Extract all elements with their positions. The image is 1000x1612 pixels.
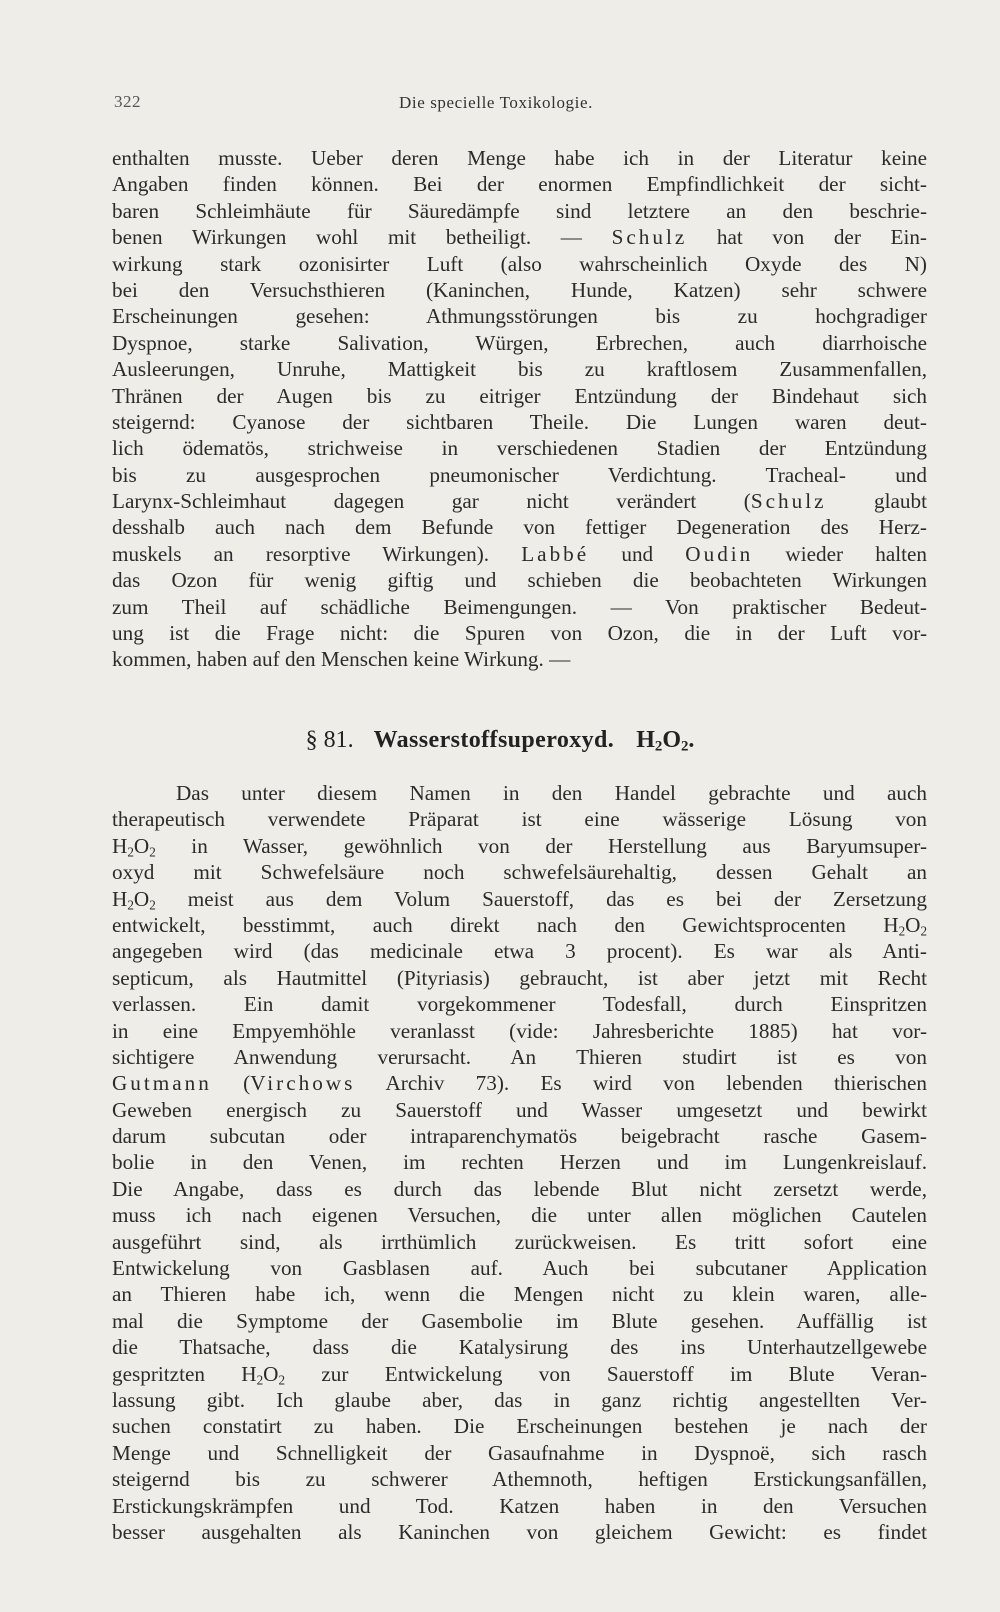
text-line: mal die Symptome der Gasembolie im Blute gesehen. Auffällig ist [112, 1308, 927, 1333]
text-line: desshalb auch nach dem Befunde von fettiger Degeneration des Herz- [112, 515, 927, 540]
text-line: verlassen. Ein damit vorgekommener Todesfall, durch Einspritzen [112, 992, 927, 1017]
page-number: 322 [114, 92, 141, 111]
text-line: Erscheinungen gesehen: Athmungsstörungen bis zu hochgradiger [112, 304, 927, 329]
text-line [112, 1070, 927, 1096]
text-fragment: entwickelt, besstimmt, auch direkt nach den Gewichtsprocenten H [112, 912, 899, 937]
text-line: in eine Empyemhöhle veranlasst (vide: Jahresberichte 1885) hat vor- [112, 1018, 927, 1043]
text-line: Thränen der Augen bis zu eitriger Entzündung der Bindehaut sich [112, 383, 927, 408]
text-fragment: und [589, 541, 686, 566]
text-line: steigernd: Cyanose der sichtbaren Theile. Die Lungen waren deut- [112, 409, 927, 434]
text-line: ung ist die Frage nicht: die Spuren von Ozon, die in der Luft vor- [112, 621, 927, 646]
formula-part: H [112, 833, 128, 858]
text-line: kommen, haben auf den Menschen keine Wirkung. — [112, 647, 571, 672]
text-line: ausgeführt sind, als irrthümlich zurückweisen. Es tritt sofort eine [112, 1229, 927, 1254]
text-line: Dyspnoe, starke Salivation, Würgen, Erbrechen, auch diarrhoische [112, 330, 927, 355]
formula-part: H [636, 727, 655, 753]
text-line: Menge und Schnelligkeit der Gasaufnahme in Dyspnoë, sich rasch [112, 1440, 927, 1465]
text-fragment: muskels an resorptive Wirkungen). [112, 541, 522, 566]
paragraph-hydrogen-peroxide [112, 780, 927, 1545]
text-line: suchen constatirt zu haben. Die Erscheinungen bestehen je nach der [112, 1414, 927, 1439]
text-line: die Thatsache, dass die Katalysirung des ins Unterhautzellgewebe [112, 1335, 927, 1360]
text-line: darum subcutan oder intraparenchymatös beigebracht rasche Gasem- [112, 1124, 927, 1149]
text-fragment: ( [211, 1071, 251, 1096]
section-number: § 81. [305, 727, 354, 753]
text-line: das Ozon für wenig giftig und schieben die beobachteten Wirkungen [112, 568, 927, 593]
author-name: Schulz [750, 489, 827, 514]
text-line: lich ödematös, strichweise in verschiedenen Stadien der Entzündung [112, 436, 927, 461]
section-heading [0, 727, 1000, 754]
text-line: Entwickelung von Gasblasen auf. Auch bei subcutaner Application [112, 1256, 927, 1281]
text-line: septicum, als Hautmittel (Pityriasis) gebraucht, ist aber jetzt mit Recht [112, 965, 927, 990]
text-line: besser ausgehalten als Kaninchen von gleichem Gewicht: es findet [112, 1519, 927, 1544]
text-line: an Thieren habe ich, wenn die Mengen nicht zu klein waren, alle- [112, 1282, 927, 1307]
section-formula [636, 727, 694, 753]
text-line: therapeutisch verwendete Präparat ist eine wässerige Lösung von [112, 807, 927, 832]
text-line: bolie in den Venen, im rechten Herzen und im Lungenkreislauf. [112, 1150, 927, 1175]
formula-subscript: 2 [256, 1371, 264, 1387]
formula-subscript: 2 [680, 738, 689, 755]
formula-subscript: 2 [654, 738, 663, 755]
text-line: baren Schleimhäute für Säuredämpfe sind letztere an den beschrie- [112, 198, 927, 223]
text-line: Erstickungskrämpfen und Tod. Katzen haben in den Versuchen [112, 1493, 927, 1518]
text-fragment: meist aus dem Volum Sauerstoff, das es bei der Zersetzung [155, 886, 927, 911]
text-fragment: Larynx-Schleimhaut dagegen gar nicht verändert ( [112, 489, 751, 514]
formula-part: . [688, 727, 695, 753]
text-fragment: benen Wirkungen wohl mit betheiligt. — [112, 225, 612, 250]
text-line: Die Angabe, dass es durch das lebende Blut nicht zersetzt werde, [112, 1176, 927, 1201]
text-line [112, 541, 927, 567]
running-head: Die specielle Toxikologie. [399, 93, 593, 112]
text-line: lassung gibt. Ich glaube aber, das in ganz richtig angestellten Ver- [112, 1387, 927, 1412]
text-line: enthalten musste. Ueber deren Menge habe ich in der Literatur keine [112, 146, 927, 170]
formula-subscript: 2 [920, 923, 927, 939]
text-fragment: in Wasser, gewöhnlich von der Herstellung aus Baryumsuper- [155, 833, 927, 858]
section-title: Wasserstoffsuperoxyd. [373, 727, 615, 753]
text-line: muss ich nach eigenen Versuchen, die unter allen möglichen Cautelen [112, 1203, 927, 1228]
formula-part: O [662, 727, 681, 753]
formula-part: O [905, 912, 921, 937]
text-line: Angaben finden können. Bei der enormen Empfindlichkeit der sicht- [112, 172, 927, 197]
text-line: wirkung stark ozonisirter Luft (also wahrscheinlich Oxyde des N) [112, 251, 927, 276]
text-line: oxyd mit Schwefelsäure noch schwefelsäurehaltig, dessen Gehalt an [112, 860, 927, 885]
text-line: bis zu ausgesprochen pneumonischer Verdichtung. Tracheal- und [112, 462, 927, 487]
text-fragment: Archiv 73). Es wird von lebenden thierischen [355, 1071, 927, 1096]
text-line: Das unter diesem Namen in den Handel gebrachte und auch [176, 781, 927, 805]
formula-subscript: 2 [127, 844, 134, 860]
author-name: Labbé [521, 541, 590, 566]
text-line [112, 833, 927, 859]
author-name: Gutmann [112, 1071, 212, 1096]
text-fragment: glaubt [826, 489, 927, 514]
formula-subscript: 2 [127, 896, 134, 912]
text-line: steigernd bis zu schwerer Athemnoth, heftigen Erstickungsanfällen, [112, 1467, 927, 1492]
text-line [112, 886, 927, 912]
text-fragment: zur Entwickelung von Sauerstoff im Blute Veran- [285, 1361, 927, 1386]
text-line: angegeben wird (das medicinale etwa 3 procent). Es war als Anti- [112, 939, 927, 964]
text-fragment: hat von der Ein- [687, 225, 927, 250]
text-line: zum Theil auf schädliche Beimengungen. — Von praktischer Bedeut- [112, 594, 927, 619]
text-line [112, 224, 927, 250]
text-line: Ausleerungen, Unruhe, Mattigkeit bis zu kraftlosem Zusammenfallen, [112, 357, 927, 382]
page-header [114, 92, 924, 116]
author-name: Oudin [685, 541, 754, 566]
paragraph-ozone-effects [112, 145, 927, 673]
author-name: Schulz [611, 225, 688, 250]
text-line: bei den Versuchsthieren (Kaninchen, Hunde, Katzen) sehr schwere [112, 277, 927, 302]
text-fragment: wieder halten [753, 541, 927, 566]
text-fragment: gespritzten H [112, 1361, 257, 1386]
formula-part: O [133, 833, 150, 858]
formula-subscript: 2 [898, 923, 906, 939]
text-line: Geweben energisch zu Sauerstoff und Wasser umgesetzt und bewirkt [112, 1097, 927, 1122]
text-line: sichtigere Anwendung verursacht. An Thieren studirt ist es von [112, 1044, 927, 1069]
formula-subscript: 2 [149, 896, 156, 912]
text-line [112, 912, 927, 938]
formula-part: O [263, 1361, 279, 1386]
text-line [112, 1361, 927, 1387]
formula-part: O [133, 886, 150, 911]
author-name: Virchows [250, 1071, 356, 1096]
formula-subscript: 2 [149, 844, 156, 860]
text-line [112, 488, 927, 514]
formula-subscript: 2 [278, 1371, 286, 1387]
formula-part: H [112, 886, 128, 911]
